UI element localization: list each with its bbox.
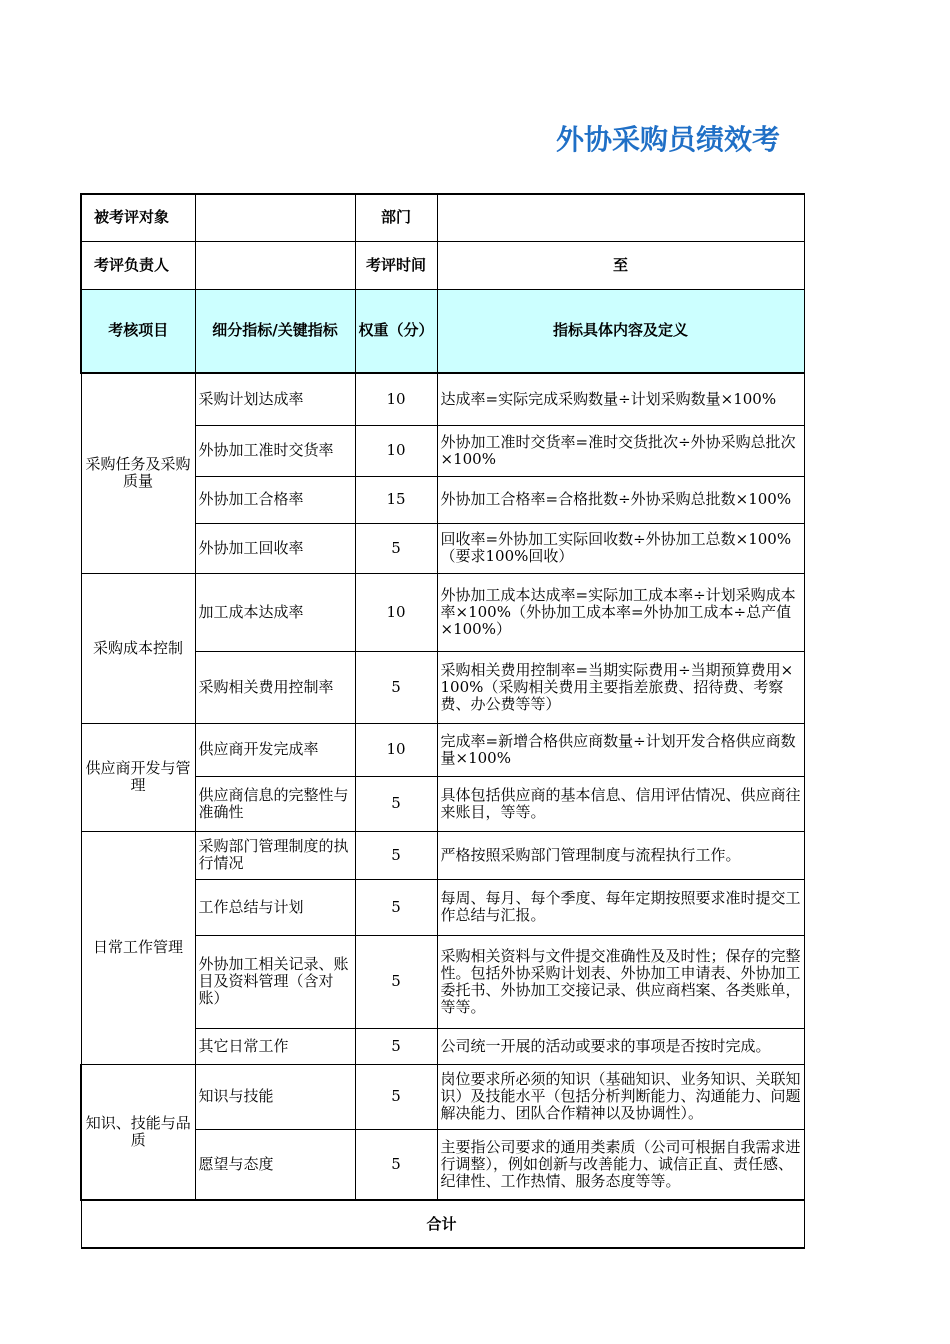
- definition-cell: 具体包括供应商的基本信息、信用评估情况、供应商往来账目，等等。: [437, 776, 804, 831]
- indicator-cell: 采购相关费用控制率: [195, 651, 355, 723]
- indicator-cell: 加工成本达成率: [195, 573, 355, 651]
- indicator-cell: 愿望与态度: [195, 1129, 355, 1200]
- indicator-cell: 其它日常工作: [195, 1028, 355, 1064]
- weight-cell: 10: [355, 573, 437, 651]
- indicator-cell: 工作总结与计划: [195, 879, 355, 935]
- weight-cell: 5: [355, 651, 437, 723]
- col-indicator: 细分指标/关键指标: [195, 289, 355, 373]
- col-item: 考核项目: [81, 289, 195, 373]
- definition-cell: 外协加工准时交货率=准时交货批次÷外协采购总批次×100%: [437, 425, 804, 476]
- weight-cell: 5: [355, 879, 437, 935]
- total-label: 合计: [81, 1200, 804, 1248]
- definition-cell: 严格按照采购部门管理制度与流程执行工作。: [437, 831, 804, 879]
- weight-cell: 10: [355, 425, 437, 476]
- group-name: 供应商开发与管理: [81, 723, 195, 831]
- definition-cell: 达成率=实际完成采购数量÷计划采购数量×100%: [437, 373, 804, 425]
- header-row-evaluee: [81, 194, 804, 241]
- dept-label: 部门: [355, 194, 437, 241]
- indicator-cell: 外协加工合格率: [195, 476, 355, 523]
- definition-cell: 每周、每月、每个季度、每年定期按照要求准时提交工作总结与汇报。: [437, 879, 804, 935]
- group-name: 采购任务及采购质量: [81, 373, 195, 573]
- weight-cell: 5: [355, 1129, 437, 1200]
- table-row: [81, 373, 804, 425]
- definition-cell: 完成率=新增合格供应商数量÷计划开发合格供应商数量×100%: [437, 723, 804, 776]
- definition-cell: 主要指公司要求的通用类素质（公司可根据自我需求进行调整），例如创新与改善能力、诚信正直、责任感、纪律性、工作热情、服务态度等等。: [437, 1129, 804, 1200]
- time-value[interactable]: 至: [437, 241, 804, 289]
- column-header-row: [81, 289, 804, 373]
- definition-cell: 外协加工合格率=合格批数÷外协采购总批数×100%: [437, 476, 804, 523]
- reviewer-value[interactable]: [195, 241, 355, 289]
- weight-cell: 10: [355, 723, 437, 776]
- definition-cell: 公司统一开展的活动或要求的事项是否按时完成。: [437, 1028, 804, 1064]
- reviewer-label: 考评负责人: [81, 241, 195, 289]
- weight-cell: 15: [355, 476, 437, 523]
- definition-cell: 回收率=外协加工实际回收数÷外协加工总数×100%（要求100%回收）: [437, 523, 804, 573]
- table-row: [81, 573, 804, 651]
- weight-cell: 10: [355, 373, 437, 425]
- dept-value[interactable]: [437, 194, 804, 241]
- indicator-cell: 供应商信息的完整性与准确性: [195, 776, 355, 831]
- indicator-cell: 供应商开发完成率: [195, 723, 355, 776]
- total-row: [81, 1200, 804, 1248]
- definition-cell: 采购相关费用控制率=当期实际费用÷当期预算费用×100%（采购相关费用主要指差旅费、招待费、考察费、办公费等等）: [437, 651, 804, 723]
- evaluee-label: 被考评对象: [81, 194, 195, 241]
- definition-cell: 采购相关资料与文件提交准确性及及时性；保存的完整性。包括外协采购计划表、外协加工申请表、外协加工委托书、外协加工交接记录、供应商档案、各类账单，等等。: [437, 935, 804, 1028]
- definition-cell: 外协加工成本达成率=实际加工成本率÷计划采购成本率×100%（外协加工成本率=外协加工成本÷总产值×100%）: [437, 573, 804, 651]
- weight-cell: 5: [355, 1064, 437, 1129]
- table-row: [81, 1064, 804, 1129]
- time-label: 考评时间: [355, 241, 437, 289]
- table-row: [81, 831, 804, 879]
- header-row-reviewer: [81, 241, 804, 289]
- weight-cell: 5: [355, 523, 437, 573]
- indicator-cell: 外协加工准时交货率: [195, 425, 355, 476]
- group-name: 日常工作管理: [81, 831, 195, 1064]
- weight-cell: 5: [355, 1028, 437, 1064]
- weight-cell: 5: [355, 776, 437, 831]
- indicator-cell: 知识与技能: [195, 1064, 355, 1129]
- evaluation-table: [80, 193, 805, 1249]
- group-name: 知识、技能与品质: [81, 1064, 195, 1200]
- group-name: 采购成本控制: [81, 573, 195, 723]
- col-definition: 指标具体内容及定义: [437, 289, 804, 373]
- evaluee-value[interactable]: [195, 194, 355, 241]
- table-row: [81, 723, 804, 776]
- page-title: 外协采购员绩效考: [556, 123, 781, 156]
- weight-cell: 5: [355, 831, 437, 879]
- indicator-cell: 外协加工相关记录、账目及资料管理（含对账）: [195, 935, 355, 1028]
- indicator-cell: 采购部门管理制度的执行情况: [195, 831, 355, 879]
- col-weight: 权重（分）: [355, 289, 437, 373]
- indicator-cell: 采购计划达成率: [195, 373, 355, 425]
- definition-cell: 岗位要求所必须的知识（基础知识、业务知识、关联知识）及技能水平（包括分析判断能力、沟通能力、问题解决能力、团队合作精神以及协调性）。: [437, 1064, 804, 1129]
- indicator-cell: 外协加工回收率: [195, 523, 355, 573]
- weight-cell: 5: [355, 935, 437, 1028]
